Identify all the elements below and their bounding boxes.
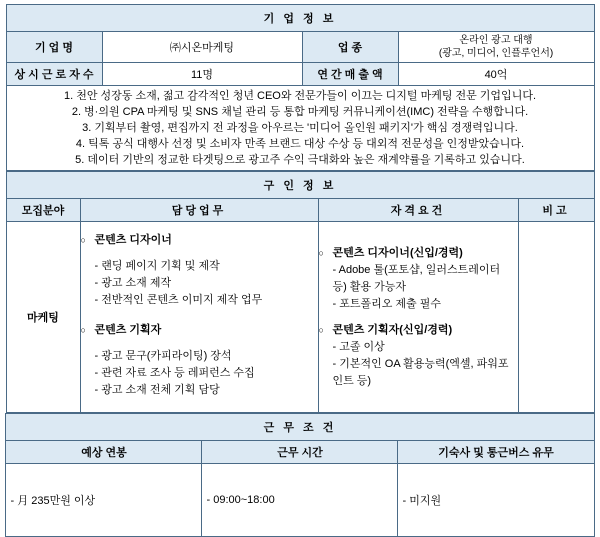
value-industry-line1: 온라인 광고 대행 [459, 35, 533, 46]
duty-item: - 랜딩 페이지 기획 및 제작 [94, 259, 220, 272]
value-employees: 11명 [102, 63, 302, 86]
qualification-item: 등) 활용 가능자 [332, 280, 407, 293]
company-section-title: 기 업 정 보 [6, 5, 594, 32]
duty-item: - 전반적인 콘텐츠 이미지 제작 업무 [94, 293, 263, 306]
company-description [6, 86, 594, 171]
duty-group [85, 322, 314, 399]
qualification-group-title: ○ 콘텐츠 기획자(신입/경력) [323, 322, 514, 339]
duty-item: - 광고 문구(카피라이팅) 장석 [94, 349, 232, 362]
spacer [85, 249, 314, 258]
header-hours: 근무 시간 [202, 441, 398, 464]
value-salary: - 月 235만원 이상 [6, 464, 202, 537]
header-dorm: 기숙사 및 통근버스 유무 [398, 441, 594, 464]
recruit-section-title: 구 인 정 보 [6, 172, 594, 199]
label-revenue: 연 간 매 출 액 [302, 63, 398, 86]
spacer [323, 313, 514, 322]
qualification-group [323, 245, 514, 313]
spacer [85, 313, 314, 322]
value-company-name: ㈜시온마케팅 [102, 32, 302, 63]
duty-group [85, 232, 314, 309]
value-hours: - 09:00~18:00 [202, 464, 398, 537]
qualification-group [323, 322, 514, 390]
recruitment-document [1, 0, 599, 537]
duty-item: - 광고 소재 제작 [94, 276, 172, 289]
duty-item: - 광고 소재 전체 기획 담당 [94, 383, 220, 396]
qualification-item: - 고졸 이상 [332, 340, 385, 353]
qualification-item: - Adobe 툴(포토샵, 일러스트레이터 [332, 263, 501, 276]
company-description-item: 2. 병·의원 CPA 마케팅 및 SNS 채널 관리 등 통합 마케팅 커뮤니케이션(IMC) 전략을 수행합니다. [71, 106, 529, 118]
header-salary: 예상 연봉 [6, 441, 202, 464]
value-dorm: - 미지원 [398, 464, 594, 537]
value-revenue: 40억 [398, 63, 594, 86]
company-description-item: 4. 틱톡 공식 대행사 선정 및 소비자 만족 브랜드 대상 수상 등 대외적 전문성을 인정받았습니다. [75, 138, 525, 150]
duty-group-title: ○ 콘텐츠 기획자 [85, 322, 314, 339]
conditions-section-title: 근 무 조 건 [6, 414, 594, 441]
qualification-item: - 포트폴리오 제출 필수 [332, 297, 441, 310]
company-description-item: 1. 천안 성장동 소재, 젊고 감각적인 청년 CEO와 전문가들이 이끄는 디지털 마케팅 전문 기업입니다. [63, 90, 536, 102]
qualification-item: - 기본적인 OA 활용능력(엑셀, 파워포 [332, 357, 509, 370]
qualification-cell [318, 222, 518, 413]
duty-cell [80, 222, 318, 413]
work-conditions-table [5, 413, 594, 537]
value-industry [398, 32, 594, 63]
company-description-item: 5. 데이터 기반의 정교한 타겟팅으로 광고주 수익 극대화와 높은 재계약률을 기록하고 있습니다. [75, 154, 525, 166]
value-field: 마케팅 [6, 222, 80, 413]
recruit-info-table [6, 171, 595, 413]
qualification-group-title: ○ 콘텐츠 디자이너(신입/경력) [323, 245, 514, 262]
company-info-table [6, 4, 595, 171]
label-company-name: 기 업 명 [6, 32, 102, 63]
header-note: 비고 [518, 199, 594, 222]
label-employees: 상 시 근 로 자 수 [6, 63, 102, 86]
value-industry-line2: (광고, 미디어, 인플루언서) [438, 48, 554, 59]
header-duty: 담당업무 [80, 199, 318, 222]
duty-item: - 관련 자료 조사 등 레퍼런스 수집 [94, 366, 255, 379]
label-industry: 업 종 [302, 32, 398, 63]
qualification-item: 인트 등) [332, 374, 372, 387]
spacer [85, 339, 314, 348]
note-cell [518, 222, 594, 413]
company-description-item: 3. 기획부터 촬영, 편집까지 전 과정을 아우르는 '미디어 올인원 패키지'가 핵심 경쟁력입니다. [82, 122, 518, 134]
duty-group-title: ○ 콘텐츠 디자이너 [85, 232, 314, 249]
header-field: 모집분야 [6, 199, 80, 222]
header-qualification: 자격요건 [318, 199, 518, 222]
